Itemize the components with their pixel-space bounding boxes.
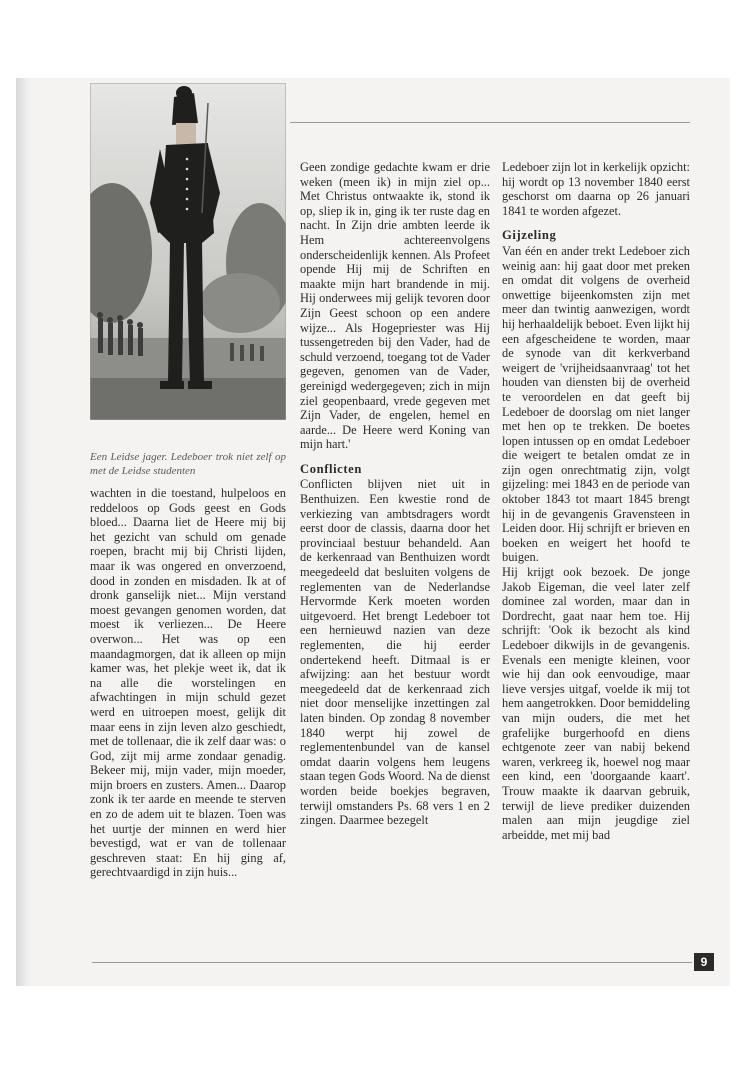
column-right <box>502 160 690 842</box>
heading-conflicten: Conflicten <box>300 461 362 476</box>
column-right-para3: Hij krijgt ook bezoek. De jonge Jakob Eigeman, die veel later zelf dominee zal worden, maar dan in Dordrecht, gaat naar hem toe. Hij schrijft: 'Ook ik bezocht als kind Ledeboer dikwijls in de gevangenis. Evenals een menigte kleinen, voor wie hij dan ook eenvoudige, maar lieve versjes uitgaf, voelde ik mij tot hem aangetrokken. Door bemiddeling van mijn ouders, die met het grafelijke burgerhoofd en diens echtgenote zeer van nabij bekend waren, verkreeg ik, hoewel nog maar een kind, een 'doorgaande kaart'. Trouw maakte ik daarvan gebruik, terwijl de lieve prediker duizenden malen aan mijn jeugdige ziel arbeidde, met mij bad <box>502 565 690 842</box>
column-right-para2: Van één en ander trekt Ledeboer zich weinig aan: hij gaat door met preken en omdat dit volgens de overheid onwettige bijeenkomsten zijn met meer dan twintig aanwezigen, wordt hij herhaaldelijk beboet. Even lijkt hij een afgescheidene te worden, maar de synode van dit kerkverband weigert de 'vrijheidsaanvraag' tot het houden van diensten bij de overheid te veroordelen en dat geeft bij Ledeboer de doorslag om niet langer met hen op te trekken. De boetes lopen intussen op en omdat Ledeboer die weigert te betalen omdat ze in zijn ogen onrechtmatig zijn, volgt gijzeling: mei 1843 en de periode van oktober 1843 tot maart 1845 brengt hij in de gevangenis Gravensteen in Leiden door. Hij schrijft er brieven en boeken en weigert het hoofd te buigen. <box>502 243 690 565</box>
column-left <box>90 486 286 880</box>
page-number: 9 <box>694 953 714 971</box>
column-middle-para1: Geen zondige gedachte kwam er drie weken (meen ik) in mijn ziel op... Met Christus ontwaakte ik, stond ik op, sliep ik in, ging ik ter ruste dag en nacht. In Zijn drie ambten leerde ik Hem achtereenvolgens onderscheidenlijk kennen. Als Profeet opende Hij mij de Schriften en maakte mijn hart brandende in mij. Hij onderwees mij gelijk tevoren door Zijn Geest schoon op een andere wijze... Als Hogepriester was Hij tussengetreden bij den Vader, had de schuld verzoend, toegang tot de Vader gegeven, genomen van de Vader, gereinigd wedergegeven; zich in mijn ziel geopenbaard, vrede gegeven met Zijn Vader, de engelen, hemel en aarde... De Heere werd Koning van mijn hart.' <box>300 160 490 452</box>
column-middle-para2: Conflicten blijven niet uit in Benthuizen. Een kwestie rond de verkiezing van ambtsdragers wordt eerst door de classis, daarna door het provinciaal bestuur behandeld. Aan de kerkenraad van Benthuizen wordt meegedeeld dat besluiten volgens de reglementen van de Nederlandse Hervormde Kerk moeten worden uitgevoerd. Het brengt Ledeboer tot een hernieuwd nazien van deze reglementen, die hij eerder ondertekend heeft. Ditmaal is er afwijzing: aan het bestuur wordt meegedeeld dat de kerkenraad zich niet door menselijke inzettingen zal laten binden. Op zondag 8 november 1840 werpt hij zowel de reglementenbundel van de kansel omdat daarin volgens hem leugens staan tegen Gods Woord. Na de dienst worden beide boekjes begraven, terwijl omstanders Ps. 68 vers 1 en 2 zingen. Daarmee bezegelt <box>300 477 490 828</box>
bottom-rule <box>92 962 692 963</box>
soldier-illustration <box>90 83 286 420</box>
column-left-text: wachten in die toestand, hulpeloos en reddeloos op Gods geest en Gods bloed... Daarna liet de Heere mij bij het gezicht van schuld om genade roepen, bracht mij bij Christi lijden, maar ik was ongered en onverzoend, dood in zonden en misdaden. Ik at of dronk ganselijk niet... Mijn verstand moest gevangen genomen worden, dat moest ik verliezen... De Heere overwon... Het was op een maandagmorgen, dat ik alleen op mijn kamer was, het plekje weet ik, dat ik na alle die worstelingen en afwachtingen in mijn schuld gezet werd en uitroepen moest, gelijk dit maar eens in zijn leven alzo geschiedt, met de tollenaar, die ik zelf daar was: o God, zijt mij arme zondaar genadig. Bekeer mij, mijn vader, mijn moeder, mijn broers en zusters. Amen... Daarop zonk ik ter aarde en meende te sterven en zo de adem uit te blazen. Toen was het uurtje der minnen en werd hier bevestigd, wat er van de tollenaar geschreven staat: En hij ging af, gerechtvaardigd in zijn huis... <box>90 486 286 880</box>
column-middle <box>300 160 490 828</box>
heading-gijzeling: Gijzeling <box>502 228 557 243</box>
figure-caption: Een Leidse jager. Ledeboer trok niet zelf op met de Leidse studenten <box>90 451 286 477</box>
top-rule <box>290 122 690 123</box>
column-right-para1: Ledeboer zijn lot in kerkelijk opzicht: hij wordt op 13 november 1840 eerst geschorst om daarna op 26 januari 1841 te worden afgezet. <box>502 160 690 218</box>
page-fold-shadow <box>16 78 32 986</box>
